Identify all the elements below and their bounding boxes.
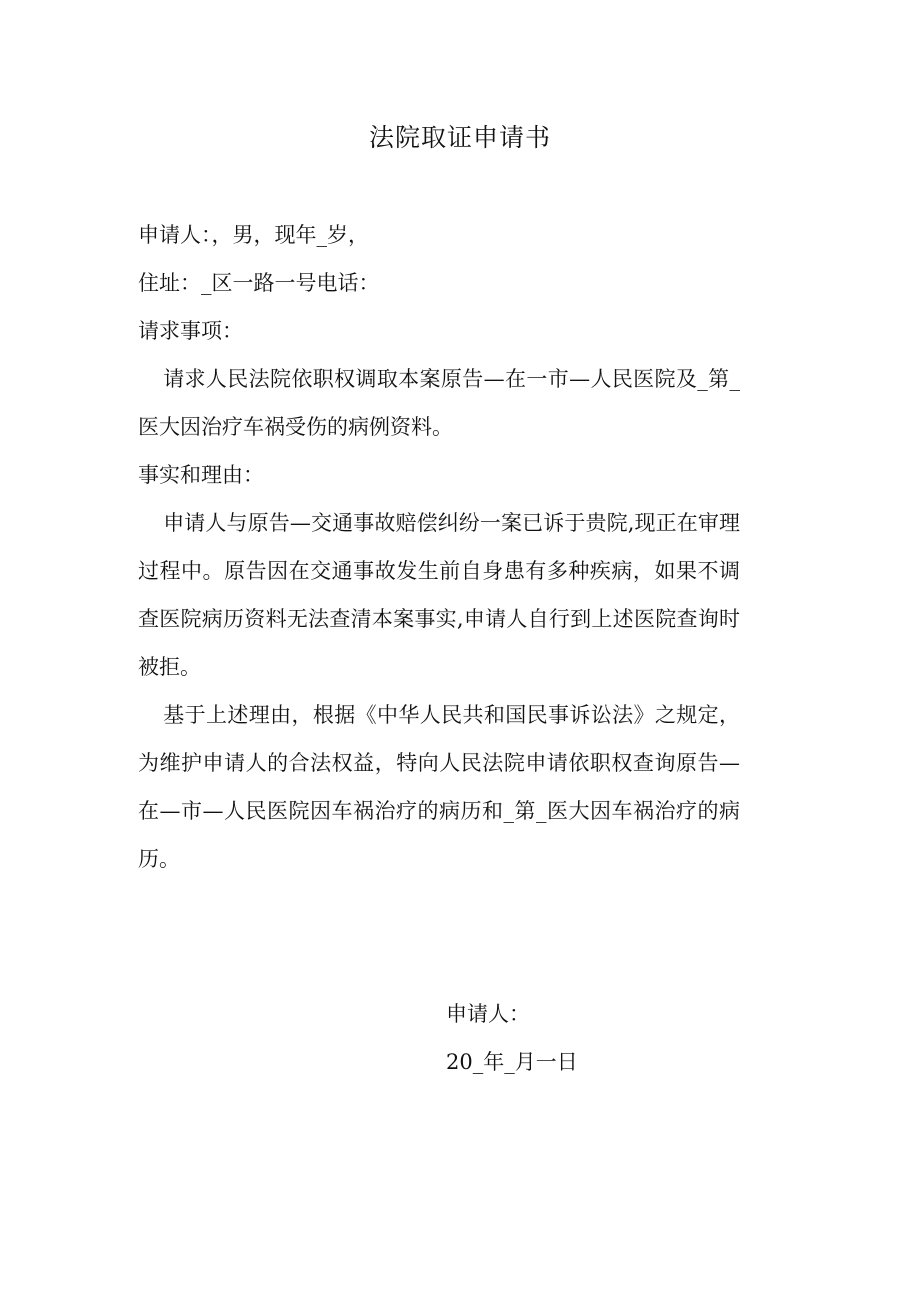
request-paragraph: 请求人民法院依职权调取本案原告—在一市—人民医院及_第_医大因治疗车祸受伤的病例资料。: [138, 367, 740, 439]
facts-heading: 事实和理由：: [138, 463, 264, 487]
applicant-line: 申请人：，男，现年_岁，: [138, 223, 369, 247]
address-line: 住址：_区一路一号电话：: [138, 271, 380, 295]
signature-label: 申请人：: [446, 1002, 530, 1026]
facts-paragraph-2: 基于上述理由，根据《中华人民共和国民事诉讼法》之规定，为维护申请人的合法权益，特向人民法院申请依职权查询原告—在—市—人民医院因车祸治疗的病历和_第_医大因车祸治疗的病历。: [138, 703, 740, 871]
document-title: 法院取证申请书: [368, 123, 551, 152]
date-line: 20_年_月一日: [446, 1050, 578, 1074]
facts-paragraph-1: 申请人与原告—交通事故赔偿纠纷一案已诉于贵院,现正在审理过程中。原告因在交通事故发生前自身患有多种疾病，如果不调查医院病历资料无法查清本案事实,申请人自行到上述医院查询时被拒。: [138, 511, 740, 679]
request-heading: 请求事项：: [138, 319, 243, 343]
signature-block: [446, 990, 578, 1086]
document-body: [138, 211, 740, 883]
